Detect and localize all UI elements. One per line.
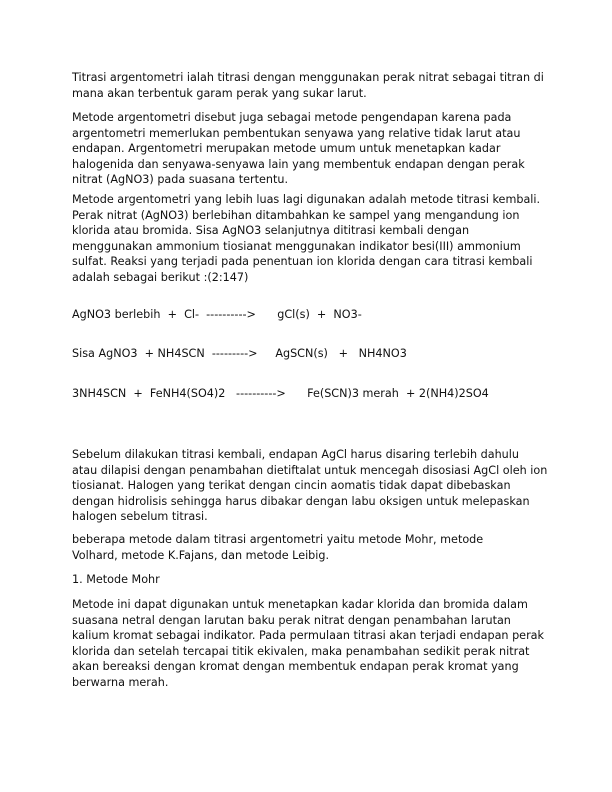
text-line: klorida atau bromida. Sisa AgNO3 selanjutnya dititrasi kembali dengan [72,224,470,237]
text-line: tiosianat. Halogen yang terikat dengan cincin aomatis tidak dapat dibebaskan [72,479,511,492]
section-heading-mohr [72,572,550,588]
text-line: Metode argentometri disebut juga sebagai metode pengendapan karena pada [72,111,512,124]
text-line: Metode argentometri yang lebih luas lagi digunakan adalah metode titrasi kembali. [72,193,541,206]
text-line: endapan. Argentometri merupakan metode umum untuk menetapkan kadar [72,142,501,155]
text-line: atau dilapisi dengan penambahan dietiftalat untuk mencegah disosiasi AgCl oleh ion [72,463,548,477]
text-line: beberapa metode dalam titrasi argentometri yaitu metode Mohr, metode [72,533,484,546]
paragraph-mohr-method [72,597,550,690]
paragraph-precipitation-method [72,110,550,188]
text-line: klorida dan setelah tercapai titik ekivalen, maka penambahan sedikit perak nitrat [72,644,530,658]
heading-line: 1. Metode Mohr [72,573,160,586]
paragraph-before-back-titration [72,447,550,525]
text-line: suasana netral dengan larutan baku perak nitrat dengan penambahan larutan [72,613,511,627]
text-line: akan bereaksi dengan kromat dengan membentuk endapan perak kromat yang [72,660,519,673]
text-line: halogen sebelum titrasi. [72,510,208,523]
text-line: nitrat (AgNO3) pada suasana tertentu. [72,173,289,186]
text-line: mana akan terbentuk garam perak yang sukar larut. [72,86,367,100]
text-line: Sebelum dilakukan titrasi kembali, endapan AgCl harus disaring terlebih dahulu [72,448,519,461]
text-line: halogenida dan senyawa-senyawa lain yang membentuk endapan dengan perak [72,157,525,171]
paragraph-method-list [72,532,550,563]
paragraph-intro [72,70,550,101]
text-line: menggunakan ammonium tiosianat menggunakan indikator besi(III) ammonium [72,239,521,253]
equation-2: Sisa AgNO3 + NH4SCN ---------> AgSCN(s) + NH4NO3 [72,347,407,360]
text-line: Metode ini dapat digunakan untuk menetapkan kadar klorida dan bromida dalam [72,598,528,611]
text-line: adalah sebagai berikut :(2:147) [72,270,249,284]
text-line: dengan hidrolisis sehingga harus dibakar dengan labu oksigen untuk melepaskan [72,494,530,508]
text-line: kalium kromat sebagai indikator. Pada permulaan titrasi akan terjadi endapan perak [72,629,544,642]
text-line: berwarna merah. [72,675,169,689]
equation-1: AgNO3 berlebih + Cl- ----------> gCl(s) + NO3- [72,308,362,321]
text-line: Titrasi argentometri ialah titrasi dengan menggunakan perak nitrat sebagai titran di [72,71,544,84]
text-line: sulfat. Reaksi yang terjadi pada penentuan ion klorida dengan cara titrasi kembali [72,255,533,268]
equation-3: 3NH4SCN + FeNH4(SO4)2 ----------> Fe(SCN)3 merah + 2(NH4)2SO4 [72,387,489,400]
text-line: Perak nitrat (AgNO3) berlebihan ditambahkan ke sampel yang mengandung ion [72,208,520,222]
paragraph-back-titration [72,192,550,285]
text-line: argentometri memerlukan pembentukan senyawa yang relative tidak larut atau [72,126,521,140]
text-line: Volhard, metode K.Fajans, dan metode Leibig. [72,548,330,562]
